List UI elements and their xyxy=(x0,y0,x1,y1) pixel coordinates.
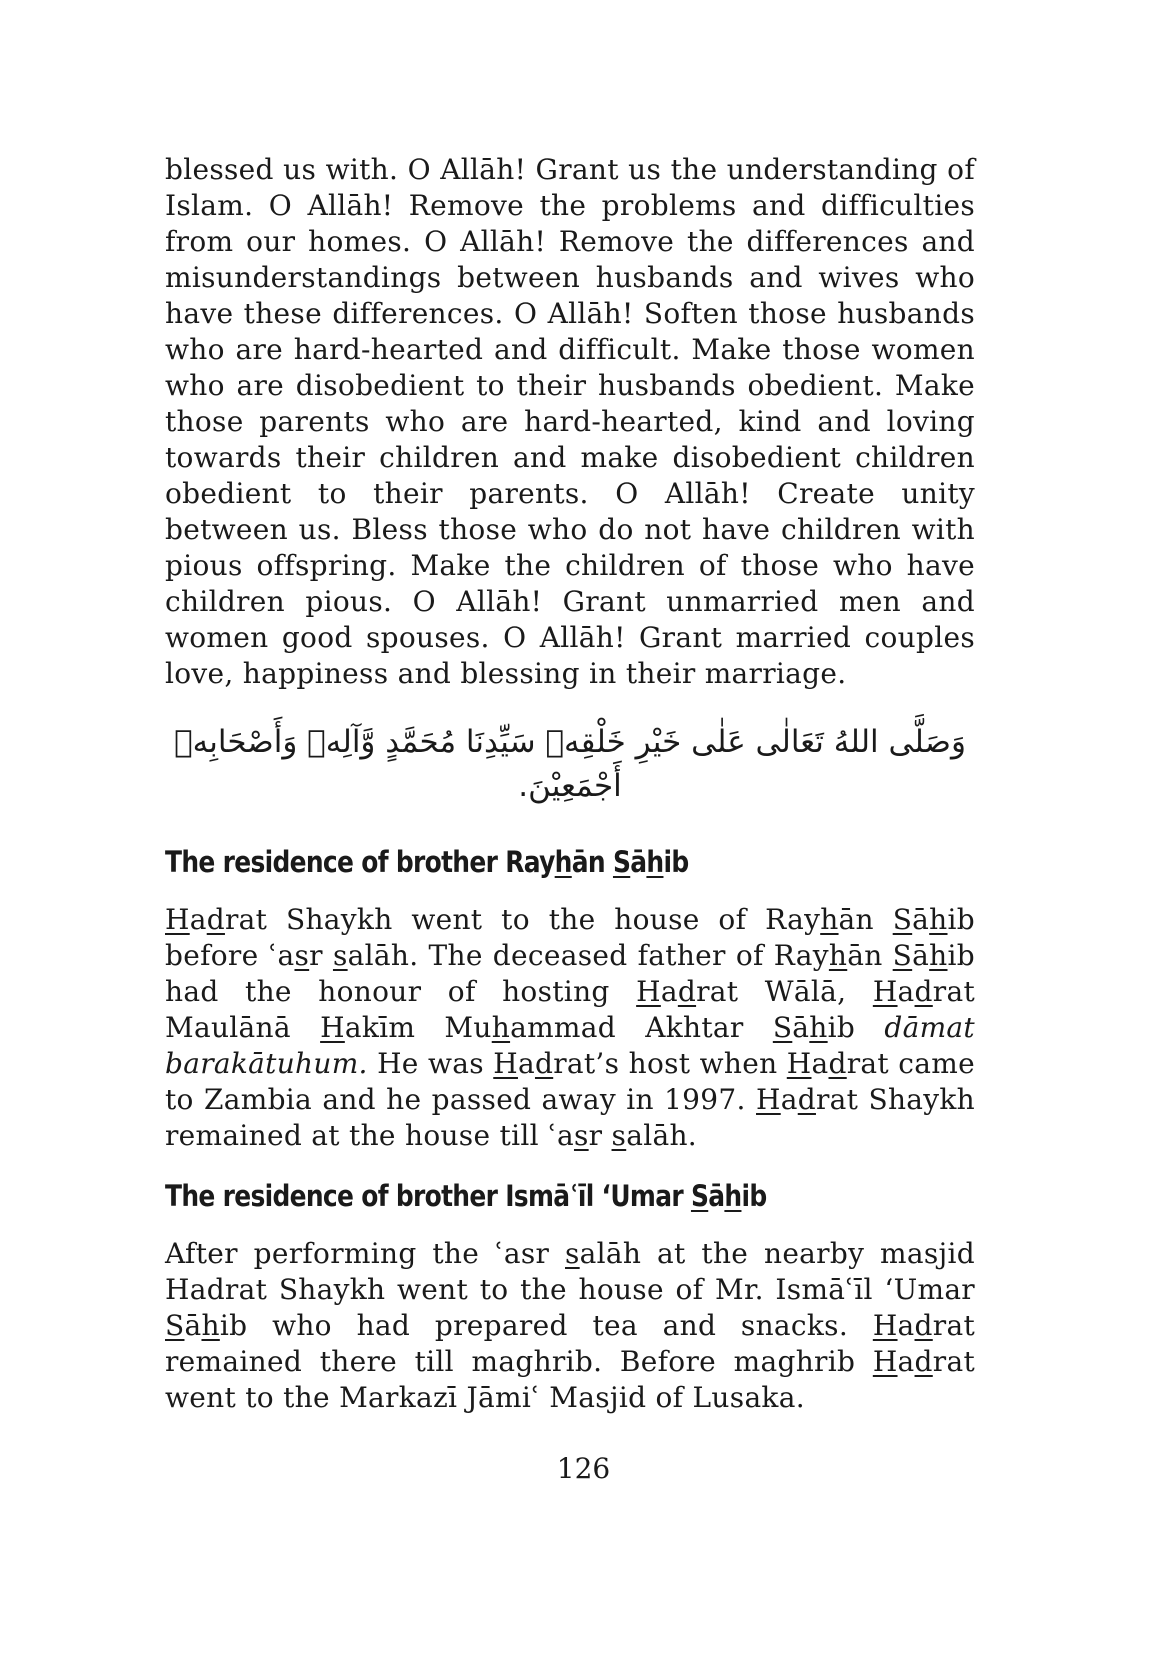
page-number: 126 xyxy=(556,1452,611,1485)
section-gap xyxy=(165,1154,975,1176)
page-body xyxy=(165,152,975,1416)
intro-paragraph: blessed us with. O Allāh! Grant us the understanding of Islam. O Allāh! Remove the problems and difficulties from our homes. O Allāh! Remove the differences and misunderstandings between husbands and wives who have these differences. O Allāh! Soften those husbands who are hard-hearted and difficult. Make those women who are disobedient to their husbands obedient. Make those parents who are hard-hearted, kind and loving towards their children and make disobedient children obedient to their parents. O Allāh! Create unity between us. Bless those who do not have children with pious offspring. Make the children of those who have children pious. O Allāh! Grant unmarried men and women good spouses. O Allāh! Grant married couples love, happiness and blessing in their marriage. xyxy=(165,153,975,690)
section-heading-ismail: The residence of brother Ismāʿīl ‘Umar Sāhib xyxy=(165,1179,767,1213)
section-heading-rayhan: The residence of brother Rayhān Sāhib xyxy=(165,845,689,879)
arabic-salutation: وَصَلَّى اللهُ تَعَالٰى عَلٰى خَيْرِ خَلْقِهٖ سَيِّدِنَا مُحَمَّدٍ وَّآلِهٖ وَأَصْحَابِهٖ أَجْمَعِيْنَ. xyxy=(174,724,966,804)
ismail-paragraph: After performing the ʿasr salāh at the nearby masjid Hadrat Shaykh went to the house of Mr. Ismāʿīl ‘Umar Sāhib who had prepared tea and snacks. Hadrat remained there till maghrib. Before maghrib Hadrat went to the Markazī Jāmiʿ Masjid of Lusaka. xyxy=(165,1237,975,1414)
rayhan-paragraph: Hadrat Shaykh went to the house of Rayhān Sāhib before ʿasr salāh. The deceased father of Rayhān Sāhib had the honour of hosting Hadrat Wālā, Hadrat Maulānā Hakīm Muhammad Akhtar Sāhib dāmat barakātuhum. He was Hadrat’s host when Hadrat came to Zambia and he passed away in 1997. Hadrat Shaykh remained at the house till ʿasr salāh. xyxy=(165,903,976,1152)
